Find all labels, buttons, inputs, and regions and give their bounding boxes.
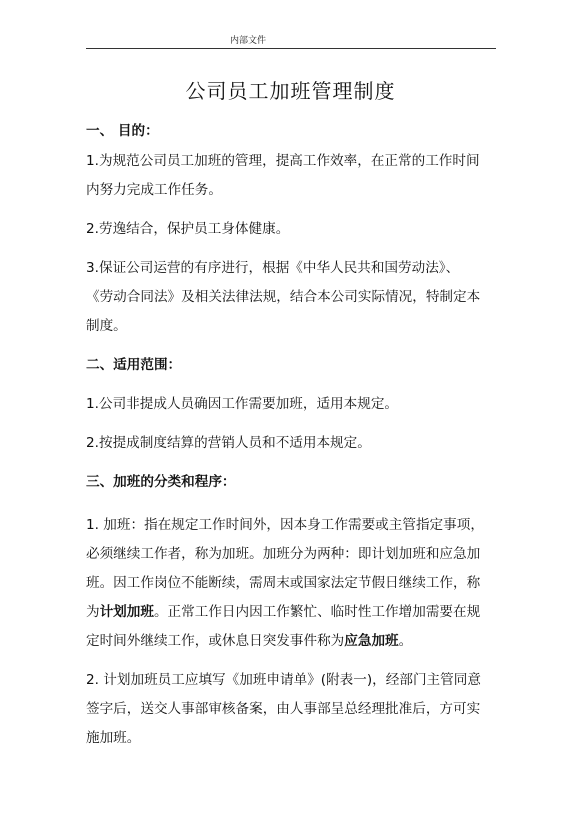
term-planned-overtime: 计划加班 — [99, 604, 154, 620]
paragraph-line: 3.保证公司运营的有序进行，根据《中华人民共和国劳动法》、 — [86, 260, 460, 276]
paragraph-line — [86, 598, 500, 627]
header-rule — [86, 48, 496, 49]
term-emergency-overtime: 应急加班 — [344, 633, 399, 649]
section-heading-classification: 三、加班的分类和程序： — [86, 474, 236, 490]
text-run: 定时间外继续工作，或休息日突发事件称为 — [86, 633, 345, 649]
paragraph-line: 制度。 — [86, 318, 127, 334]
paragraph-line: 施加班。 — [86, 730, 141, 746]
paragraph-line: 班。因工作岗位不能断续，需周末或国家法定节假日继续工作，称 — [86, 575, 481, 591]
header-label: 内部文件 — [229, 36, 266, 46]
paragraph-line: 1.为规范公司员工加班的管理，提高工作效率，在正常的工作时间 — [86, 153, 480, 169]
paragraph-line: 2.按提成制度结算的营销人员和不适用本规定。 — [86, 435, 371, 451]
document-title: 公司员工加班管理制度 — [185, 79, 396, 103]
paragraph-line: 2. 计划加班员工应填写《加班申请单》(附表一)，经部门主管同意 — [86, 672, 481, 688]
paragraph-line: 必须继续工作者，称为加班。加班分为两种：即计划加班和应急加 — [86, 546, 481, 562]
paragraph-line: 1. 加班：指在规定工作时间外，因本身工作需要或主管指定事项， — [86, 517, 484, 533]
section-heading-scope: 二、适用范围： — [86, 357, 182, 373]
paragraph-line: 签字后，送交人事部审核备案，由人事部呈总经理批准后，方可实 — [86, 701, 481, 717]
document-body — [86, 117, 500, 753]
text-run: 为 — [86, 604, 100, 620]
paragraph-line: 内努力完成工作任务。 — [86, 182, 222, 198]
text-run: 。 — [398, 633, 413, 649]
paragraph-line: 2.劳逸结合，保护员工身体健康。 — [86, 221, 290, 237]
paragraph-line: 《劳动合同法》及相关法律法规，结合本公司实际情况，特制定本 — [86, 289, 481, 305]
section-heading-purpose: 一、 目的： — [86, 123, 159, 139]
text-run: 。正常工作日内因工作繁忙、临时性工作增加需要在规 — [153, 604, 481, 620]
paragraph-line: 1.公司非提成人员确因工作需要加班，适用本规定。 — [86, 396, 399, 412]
paragraph-line — [86, 627, 500, 656]
